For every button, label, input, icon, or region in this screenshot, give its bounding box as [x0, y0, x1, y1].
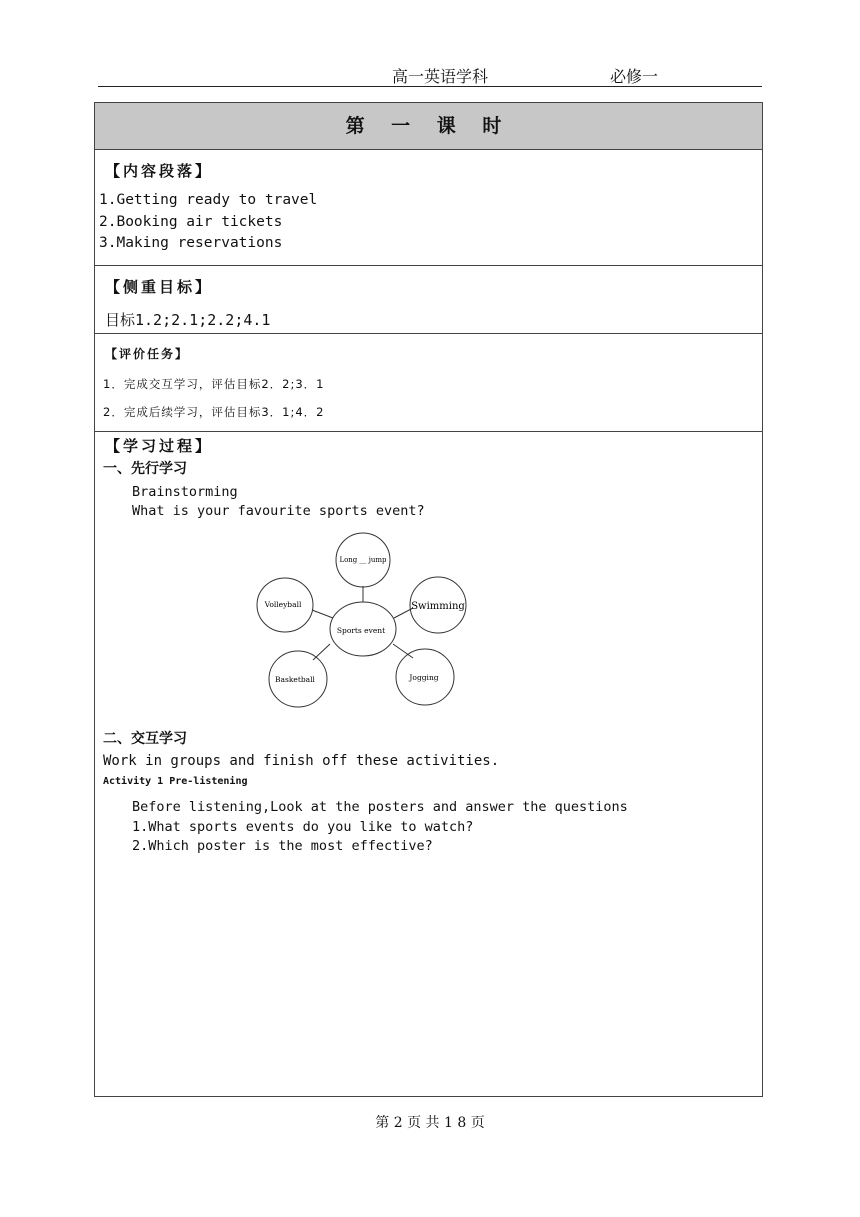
goals-heading: 【侧重目标】 [105, 278, 214, 296]
process-section [95, 432, 762, 1098]
mindmap-node-swimming: Swimming [411, 601, 465, 612]
tasks-heading: 【评价任务】 [105, 347, 190, 361]
activity-label: Activity 1 Pre-listening [103, 776, 248, 787]
section-interactive-heading: 二、交互学习 [103, 731, 187, 747]
mindmap-node-jogging: Jogging [409, 673, 439, 682]
content-item: 1.Getting ready to travel [99, 192, 318, 208]
lesson-title: 第 一 课 时 [95, 103, 762, 150]
mindmap-diagram [95, 522, 764, 712]
lesson-table [94, 102, 763, 1097]
page-header [98, 62, 762, 87]
brainstorm-title: Brainstorming [132, 484, 238, 500]
mindmap-node-volleyball: Volleyball [264, 600, 302, 609]
mindmap-node-center: Sports event [336, 626, 386, 635]
mindmap-node-long-jump: Long __ jump [339, 556, 387, 564]
goals-text: 目标1.2;2.1;2.2;4.1 [105, 311, 271, 329]
section-preview-heading: 一、先行学习 [103, 461, 187, 477]
content-section [95, 150, 762, 266]
mindmap-node-basketball: Basketball [275, 675, 315, 684]
question-item: 1.What sports events do you like to watch? [132, 819, 474, 835]
task-item: 1．完成交互学习，评估目标2．2;3．1 [103, 377, 325, 391]
tasks-section [95, 334, 762, 432]
goals-section [95, 266, 762, 334]
prelisten-text: Before listening,Look at the posters and answer the questions [132, 799, 628, 815]
instruction-text: Work in groups and finish off these activities. [103, 753, 500, 769]
task-item: 2．完成后续学习，评估目标3．1;4．2 [103, 405, 325, 419]
process-heading: 【学习过程】 [105, 437, 214, 455]
content-item: 3.Making reservations [99, 235, 283, 251]
content-item: 2.Booking air tickets [99, 214, 283, 230]
subject-label: 高一英语学科 [392, 67, 489, 86]
page-footer: 第 2 页 共 1 8 页 [375, 1115, 485, 1131]
brainstorm-question: What is your favourite sports event? [132, 503, 425, 519]
question-item: 2.Which poster is the most effective? [132, 838, 433, 854]
volume-label: 必修一 [610, 67, 659, 86]
content-heading: 【内容段落】 [105, 162, 214, 180]
